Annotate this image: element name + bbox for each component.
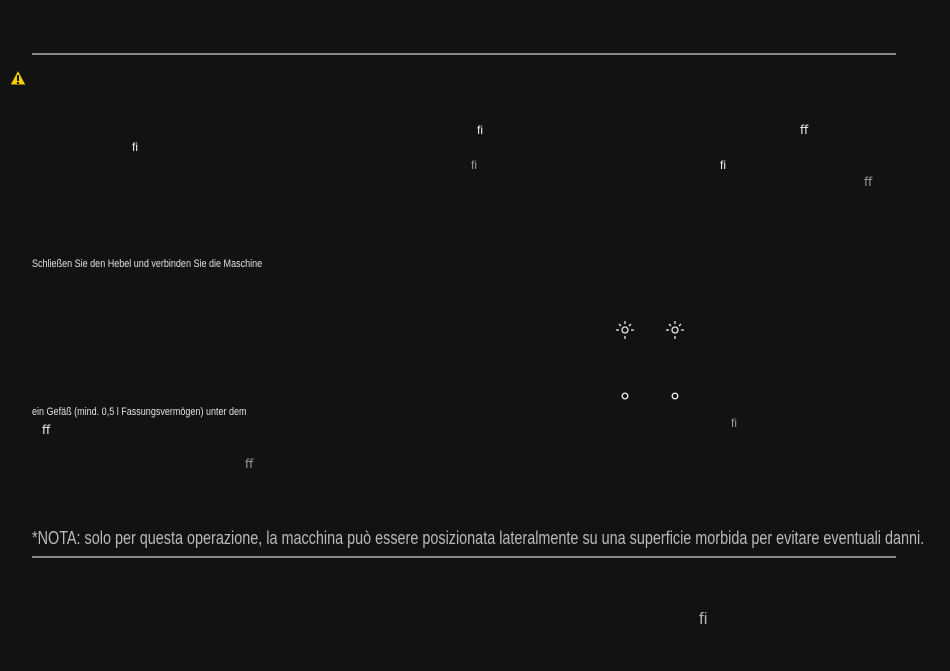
ligature-fi: ﬁ [471,158,477,172]
container-instruction-text: ein Gefäß (mind. 0,5 l Fassungsvermögen) unter dem [32,406,247,418]
light-off-icon [670,391,680,401]
ligature-ff: ﬀ [42,423,51,437]
ligature-ff: ﬀ [800,123,809,137]
ligature-fi: ﬁ [132,140,138,154]
light-blinking-icon [614,319,636,341]
ligature-fi: ﬁ [699,609,708,628]
ligature-fi: ﬁ [720,158,726,172]
note-text: *NOTA: solo per questa operazione, la macchina può essere posizionata lateralmente su una superficie morbida per evitare eventuali danni. [32,528,925,548]
light-blinking-icon [664,319,686,341]
light-off-icon [620,391,630,401]
ligature-ff: ﬀ [245,457,254,471]
warning-icon [9,69,27,86]
bottom-divider [32,556,896,558]
top-divider [32,53,896,55]
ligature-ff: ﬀ [864,175,873,189]
ligature-fi: ﬁ [477,123,483,137]
ligature-fi: ﬁ [731,416,737,430]
lever-instruction-text: Schließen Sie den Hebel und verbinden Sie die Maschine [32,258,263,270]
